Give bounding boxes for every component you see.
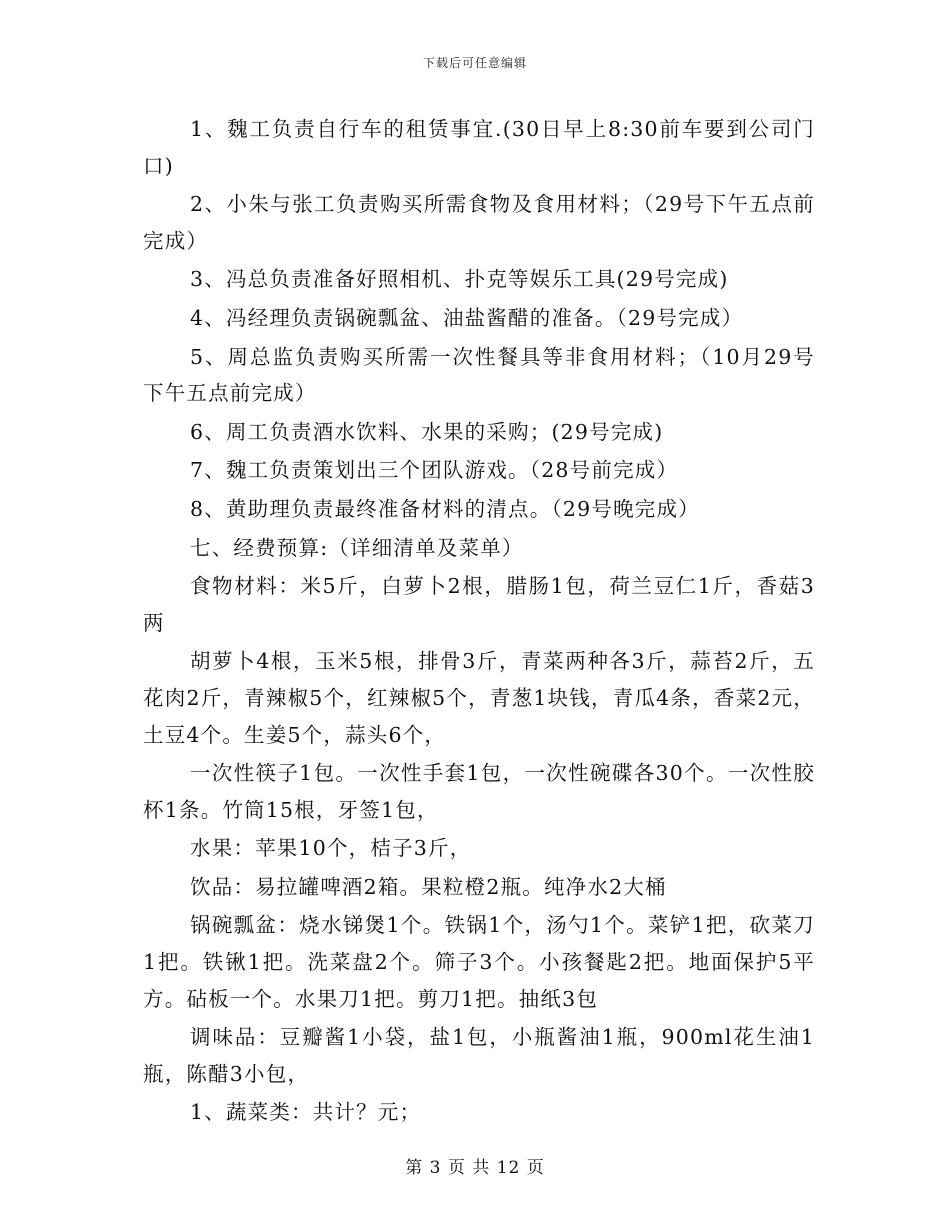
paragraph: 食物材料：米5斤，白萝卜2根，腊肠1包，荷兰豆仁1斤，香菇3两 — [143, 574, 815, 635]
paragraph: 4、冯经理负责锅碗瓢盆、油盐酱醋的准备。（29号完成） — [190, 305, 744, 330]
paragraph: 7、魏工负责策划出三个团队游戏。（28号前完成） — [190, 458, 679, 483]
page-header: 下载后可任意编辑 — [422, 56, 527, 70]
paragraph: 锅碗瓢盆：烧水锑煲1个。铁锅1个，汤勺1个。菜铲1把，砍菜刀1把。铁锹1把。洗菜盘2个。筛子3个。小孩餐匙2把。地面保护5平方。砧板一个。水果刀1把。剪刀1把。抽纸3包 — [143, 913, 815, 1011]
paragraph: 8、黄助理负责最终准备材料的清点。（29号晚完成） — [190, 496, 700, 521]
paragraph: 胡萝卜4根，玉米5根，排骨3斤，青菜两种各3斤，蒜苔2斤，五花肉2斤，青辣椒5个，红辣椒5个，青葱1块钱，青瓜4条，香菜2元，土豆4个。生姜5个，蒜头6个， — [143, 649, 815, 747]
paragraph: 调味品：豆瓣酱1小袋，盐1包，小瓶酱油1瓶，900ml花生油1瓶，陈醋3小包， — [143, 1025, 815, 1086]
page-number: 第 3 页 共 12 页 — [405, 1158, 545, 1178]
paragraph: 1、蔬菜类：共计？元； — [190, 1100, 422, 1125]
section-heading: 七、经费预算:（详细清单及菜单） — [190, 535, 524, 560]
document-body — [143, 111, 815, 1133]
paragraph: 1、魏工负责自行车的租赁事宜.(30日早上8:30前车要到公司门口) — [143, 117, 815, 178]
paragraph: 饮品：易拉罐啤酒2箱。果粒橙2瓶。纯净水2大桶 — [190, 874, 667, 899]
paragraph: 一次性筷子1包。一次性手套1包，一次性碗碟各30个。一次性胶杯1条。竹筒15根，牙签1包， — [143, 761, 815, 822]
paragraph: 水果：苹果10个，桔子3斤， — [190, 836, 472, 861]
paragraph: 5、周总监负责购买所需一次性餐具等非食用材料；（10月29号下午五点前完成） — [143, 344, 815, 406]
paragraph: 6、周工负责酒水饮料、水果的采购；(29号完成) — [190, 419, 664, 444]
paragraph: 3、冯总负责准备好照相机、扑克等娱乐工具(29号完成) — [190, 267, 729, 292]
paragraph: 2、小朱与张工负责购买所需食物及食用材料；（29号下午五点前完成） — [143, 192, 815, 253]
